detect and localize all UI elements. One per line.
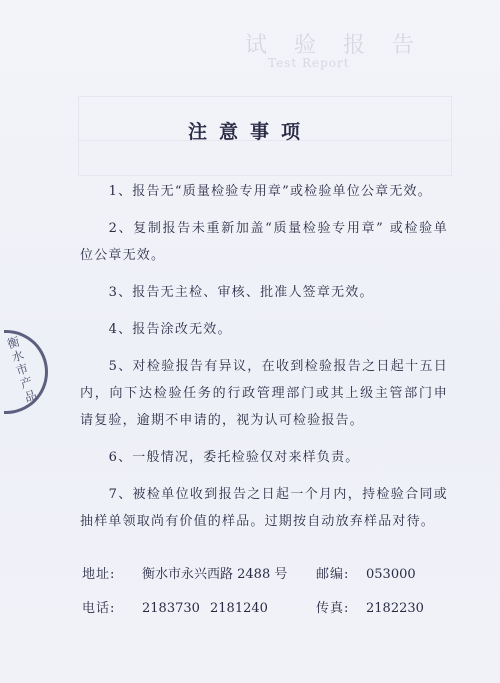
address-label: 地址: <box>82 567 116 582</box>
address-value: 衡水市永兴西路 2488 号 <box>142 567 288 582</box>
contact-block <box>82 566 442 634</box>
notice-item-2: 2、复制报告未重新加盖“质量检验专用章” 或检验单位公章无效。 <box>80 221 448 263</box>
postcode-value: 053000 <box>366 567 416 582</box>
notice-item-1: 1、报告无“质量检验专用章”或检验单位公章无效。 <box>108 184 432 199</box>
phone-value-2: 2181240 <box>210 601 268 616</box>
contact-row-phone <box>82 600 442 618</box>
contact-row-address <box>82 566 442 584</box>
notice-list <box>80 178 448 535</box>
fax-label: 传真: <box>316 601 350 616</box>
watermark-subtitle: Test Report <box>268 56 350 70</box>
watermark-title: 试 验 报 告 <box>245 33 424 58</box>
notice-item-5: 5、对检验报告有异议，在收到检验报告之日起十五日内，向下达检验任务的行政管理部门或其上级主管部门申请复验，逾期不申请的，视为认可检验报告。 <box>80 359 448 428</box>
fax-value: 2182230 <box>366 601 424 616</box>
notice-item-7: 7、被检单位收到报告之日起一个月内，持检验合同或抽样单领取尚有价值的样品。过期按自动放弃样品对待。 <box>80 487 448 529</box>
notice-title: 注意事项 <box>187 120 312 143</box>
phone-label: 电话: <box>82 601 116 616</box>
notice-item-4: 4、报告涂改无效。 <box>108 322 232 337</box>
notice-item-3: 3、报告无主检、审核、批准人签章无效。 <box>108 285 374 300</box>
postcode-label: 邮编: <box>316 567 350 582</box>
seal-text: 衡水市产品 <box>5 334 39 405</box>
notice-item-6: 6、一般情况，委托检验仅对来样负责。 <box>108 450 360 465</box>
phone-value-1: 2183730 <box>142 601 200 616</box>
